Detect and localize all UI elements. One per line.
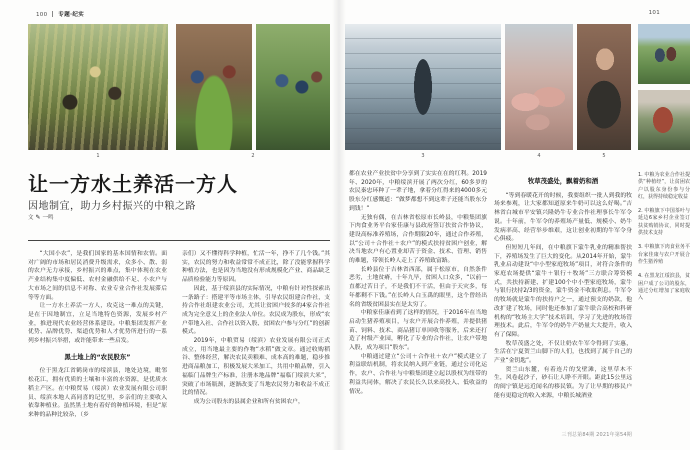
- page-number-left: 100: [36, 12, 48, 18]
- caption-list: [638, 172, 690, 309]
- photo-corn-harvest: [28, 24, 168, 150]
- paragraph: 亲们）又不懂得科学种植，忙活一年，挣不了几个钱。”其实，农民的努力和收益常常不成正比，除了没能掌握科学种植方法，也是因为当地没有形成规模化产业、商品缺乏品质检验能力等原因。: [182, 251, 330, 284]
- photo-number: 2: [251, 153, 255, 159]
- photo-number: 3: [421, 153, 425, 159]
- article-title: 让一方水土养活一方人: [28, 172, 238, 196]
- photo-number: 1: [96, 153, 100, 159]
- page-number-right: 101: [648, 10, 660, 16]
- header-left: [36, 10, 84, 18]
- photo-farmer-portrait: [577, 24, 631, 150]
- pen-icon: ✎: [35, 214, 41, 221]
- photo-field-work: [256, 24, 330, 150]
- byline-prefix: 文: [28, 215, 34, 221]
- photo-sidebar-farmer: [638, 90, 690, 150]
- title-rule: [28, 240, 330, 241]
- photo-pig-farm-worker: [345, 24, 501, 150]
- paragraph: 位于黑龙江省鹤岗市的绥滨县，地处边境，毗邻松花江，拥有优质的土壤和丰富的水资源，是优质水稻主产区。在中粮贸易（绥滨）农业发展有限公司职员、绥滨本地人高同喜的记忆里，乡亲们的主要收入依靠种植业。虽然黑土地有着好的种植环境，但是“原来种的品种比较杂，（乡: [28, 368, 167, 418]
- photo-vegetable-sorting: [176, 24, 252, 150]
- photo-caption: 2. 中粮旗下中国茶叶与延边6家乡村企业签订扶贫购销协议，同时提供技术支持: [638, 208, 690, 237]
- paragraph: 但短短几年间，在中粮旗下蒙牛乳业的精准帮扶下，养殖场发生了巨大的变化。从2014年开始，蒙牛乳业启动建设“中小型家庭牧场”项目，对符合条件的家庭农场提供“蒙牛＋银行＋牧场”三方联合筹资模式，共扶持新建、扩建100个中小型家庭牧场，蒙牛与银行扶持2/3的资金，蒙牛资金不收取利息。牛军令的牧场就是蒙牛的扶持户之一，通过预支的奶款，他改扩建了牧场，同时他还参加了蒙牛联合高校和科研机构的“牧场主大学”技术培训，学习了先进的牧场管理技术。此后，牛军令的奶牛产奶量大大提升，收入有了保障。: [494, 244, 632, 338]
- article-subtitle: 因地制宜，助力乡村振兴的中粮之路: [28, 201, 196, 212]
- text-column-left-1: [28, 250, 167, 442]
- author-name: 一鸣: [42, 215, 54, 221]
- section-label: 专题·纪实: [58, 12, 84, 18]
- text-column-left-2: [182, 250, 330, 442]
- photo-caption: 4. 在黑龙江绥滨县，贫困户成了公司的股东，通过分红增加了家庭收入: [638, 273, 690, 302]
- photo-piglets: [505, 24, 573, 150]
- paragraph: “大国小农”，是我们国家的基本国情和农情。面对广阔的市场和居民消费升级需求，众多小、散、弱的农户无力承接，乡村振兴的难点，集中体现在农业产业结构集中度偏低、农村金融供给不足、小农户与大市场之间的信息不对称、农业专业合作社发展滞后等等方面。: [28, 251, 167, 301]
- paragraph: 长岭县位于吉林省西部，属于松原市，自然条件恶劣，土地贫瘠，十年九旱，贫困人口众多，“以前一直都过苦日子，不是我们不干活，但由于天灾多，每年都剩不下钱。”在长岭人白玉禹的眼里，这个曾经出名的省级贫困县实在是太穷了。: [349, 266, 487, 308]
- paragraph: 成为公司股东的县属企业和所有贫困农户，: [193, 398, 304, 405]
- photo-number: 5: [602, 153, 606, 159]
- header-right: [649, 10, 660, 16]
- paragraph: 2019年，中粮贸易（绥滨）农业发展有限公司正式成立，用当地最主要的作物“水稻”做文章。通过收购稻谷、整体经营，解决农民卖粮难、成本高的难题，稳步推进商品粮加工，积极发展大米加工，共用中粮品牌，引入福临门品牌生产标准，注册本地品牌“福临门绥滨大米”，突破了市场瓶颈，逐渐改变了当地农民努力和收益不成正比的情况。: [182, 338, 330, 397]
- paragraph: “等到春暖花开的时候，我要组织一批人到我的牧场来参观，让大家都知道原来牛奶可以这么好喝。”吉林省白城市平安镇兴隆奶牛专业合作社理事长牛军令说。十年前，牛军令的养殖场产量低、规模小、奶牛发病率高、经营举步维艰，这让创业初期的牛军令身心俱疲。: [494, 192, 632, 243]
- text-column-right-1: [349, 170, 487, 442]
- footer-issue-info: 三刊总第84期 2021年第54期: [561, 432, 632, 438]
- paragraph: 让一方水土养活一方人，攻克这一难点的关键，是在于因地制宜，立足当地特色资源，发展乡村产业，推进现代农业经营体系建设。中粮集团发挥产业优势、品牌优势、渠道优势和人才优势所进行的一系列乡村振兴举措，或许能带来一些启发。: [28, 303, 167, 345]
- photo-caption: 1. 中粮为农业合作社提供“种植经”，让贫困农户以股东身份参与分红，获得持续稳定收益: [638, 172, 690, 200]
- header-divider: [52, 11, 53, 17]
- section-heading-farmer-shareholders: 黑土地上的“农民股东”: [64, 352, 131, 361]
- photo-number: 4: [537, 153, 541, 159]
- center-gutter: [332, 0, 346, 450]
- paragraph: 中粮通过建立“公司＋合作社＋农户”模式建立了利益联结机制，将农民纳入到产业链，通过公司化运作，农户、合作社与中粮集团建立起以股权为纽带的利益共同体，解决了农民长久以来高投入、低收益的情况。: [349, 353, 487, 395]
- paragraph: 因此，基于绥滨县的实际情况，中粮有针对性探索出一条路子：搭建平等市场主体，引导农民组建合作社，支持合作社组建农业公司，尤其让贫困户较多的4家合作社成为完全意义上的企业法人单位。农民成为股东，形成“农户带地入社、合作社以资入股、贫困农户参与分红”的创新模式。: [182, 285, 330, 336]
- paragraph: 贺兰山东麓，有着连片的戈壁滩，这里草木不生，风卷起沙子，砂石让人睁不开眼。距此15公里远的闽宁镇是远近闻名的移民镇。为了让早期的移民户能有更稳定的收入来源，中粮长城酒业: [494, 366, 632, 399]
- paragraph: 中粮家佳康看到了这样的情况，于2016年在当地启动生猪养殖项目，与农户开展合作养殖，并提供猪苗、饲料、技术、商品猪订单回收等服务，后来还打造了村级产业园，孵化了专业的合作社，让农户带地入股，成为项目“股东”。: [349, 310, 487, 352]
- paragraph: 都在农业产业扶贫中分享到了实实在在的红利。2019年、2020年，中粮绥滨开展了两次分红，60多岁的农民秦忠环种了一辈子地，拿着分红得来的4000多元股东分红感慨道：“做梦都想不到这辈子还能当股东分到钱！”: [349, 171, 487, 212]
- photo-sidebar-field: [638, 24, 690, 84]
- section-heading-milk-and-wine: 牧草茂盛处，飘着奶和酒: [527, 177, 599, 185]
- photo-caption: 3. 中粮旗下肉食业务平台家佳康与农户开展合作生猪养殖: [638, 244, 690, 265]
- paragraph: 牧草茂盛之处，不仅让奶农牛军令得到了实惠，生活在宁夏贺兰山脚下的人们，也找到了属于自己的产业“金钥匙”。: [494, 340, 632, 365]
- byline: [28, 213, 54, 221]
- paragraph: 无独有偶，在吉林省松原市长岭县，中粮集团旗下肉食业务平台家佳康与县政府签订扶贫合作协议，建设高标准养殖场，合作期限20年，通过合作养殖，以“公司＋合作社＋农户”的模式扶持贫困户创业，解决当地农户有心置业却苦于资金、技术、管理、销售的难题，带领长岭人走上了养殖致富路。: [349, 214, 487, 265]
- text-column-right-2: [494, 170, 632, 442]
